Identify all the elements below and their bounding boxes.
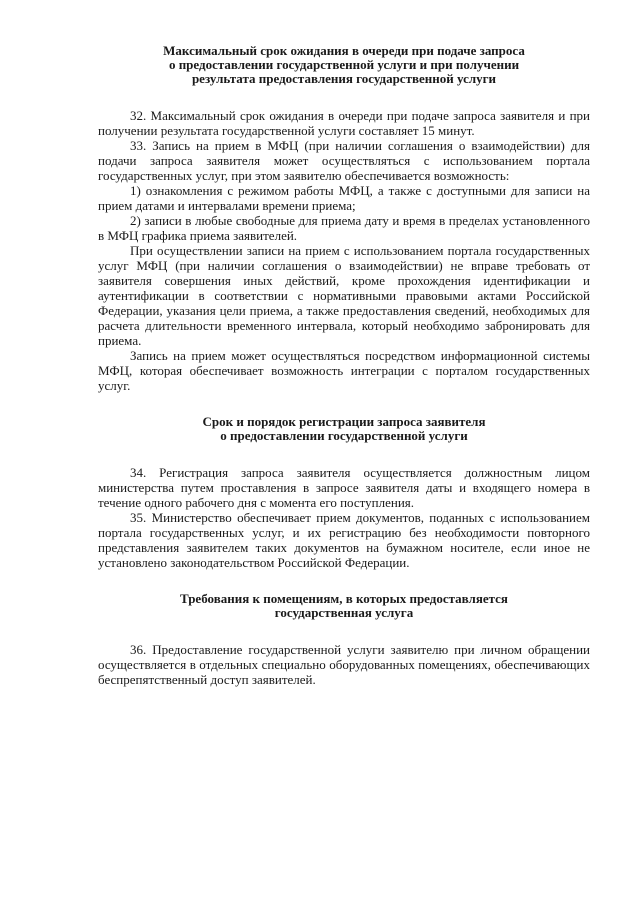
paragraph-36: 36. Предоставление государственной услуги заявителю при личном обращении осуществляется в отдельных специально оборудованных помещениях, обеспечивающих беспрепятственный доступ заявителей.	[98, 642, 590, 687]
section-waiting-time	[98, 44, 590, 393]
paragraph-32: 32. Максимальный срок ожидания в очереди при подаче запроса заявителя и при получении результата государственной услуги составляет 15 минут.	[98, 108, 590, 138]
paragraph-34: 34. Регистрация запроса заявителя осуществляется должностным лицом министерства путем проставления в запросе заявителя даты и входящего номера в течение одного рабочего дня с момента его поступления.	[98, 465, 590, 510]
heading-line: результата предоставления государственной услуги	[191, 71, 497, 86]
section-heading	[98, 44, 590, 86]
section-registration	[98, 415, 590, 570]
section-premises	[98, 592, 590, 687]
heading-line: о предоставлении государственной услуги и при получении	[168, 57, 520, 72]
section-heading	[98, 415, 590, 443]
document-page	[98, 44, 590, 687]
heading-line: Срок и порядок регистрации запроса заявителя	[202, 414, 486, 429]
section-heading	[98, 592, 590, 620]
heading-line: государственная услуга	[274, 605, 414, 620]
heading-line: Максимальный срок ожидания в очереди при подаче запроса	[163, 43, 525, 58]
paragraph-33-portal-rules: При осуществлении записи на прием с использованием портала государственных услуг МФЦ (при наличии соглашения о взаимодействии) не вправе требовать от заявителя совершения иных действий, кроме прохождения идентификации и аутентификации в соответствии с нормативными правовыми актами Российской Федерации, указания цели приема, а также предоставления сведений, необходимых для расчета длительности временного интервала, который необходимо забронировать для приема.	[98, 243, 590, 348]
heading-line: о предоставлении государственной услуги	[220, 428, 468, 443]
paragraph-33-item-1: 1) ознакомления с режимом работы МФЦ, а также с доступными для записи на прием датами и интервалами времени приема;	[98, 183, 590, 213]
heading-line: Требования к помещениям, в которых предоставляется	[180, 591, 508, 606]
paragraph-33: 33. Запись на прием в МФЦ (при наличии соглашения о взаимодействии) для подачи запроса заявителя может осуществляться с использованием портала государственных услуг, при этом заявителю обеспечивается возможность:	[98, 138, 590, 183]
paragraph-33-info-system: Запись на прием может осуществляться посредством информационной системы МФЦ, которая обеспечивает возможность интеграции с порталом государственных услуг.	[98, 348, 590, 393]
paragraph-35: 35. Министерство обеспечивает прием документов, поданных с использованием портала государственных услуг, и их регистрацию без необходимости повторного представления заявителем таких документов на бумажном носителе, если иное не установлено законодательством Российской Федерации.	[98, 510, 590, 570]
paragraph-33-item-2: 2) записи в любые свободные для приема дату и время в пределах установленного в МФЦ графика приема заявителей.	[98, 213, 590, 243]
